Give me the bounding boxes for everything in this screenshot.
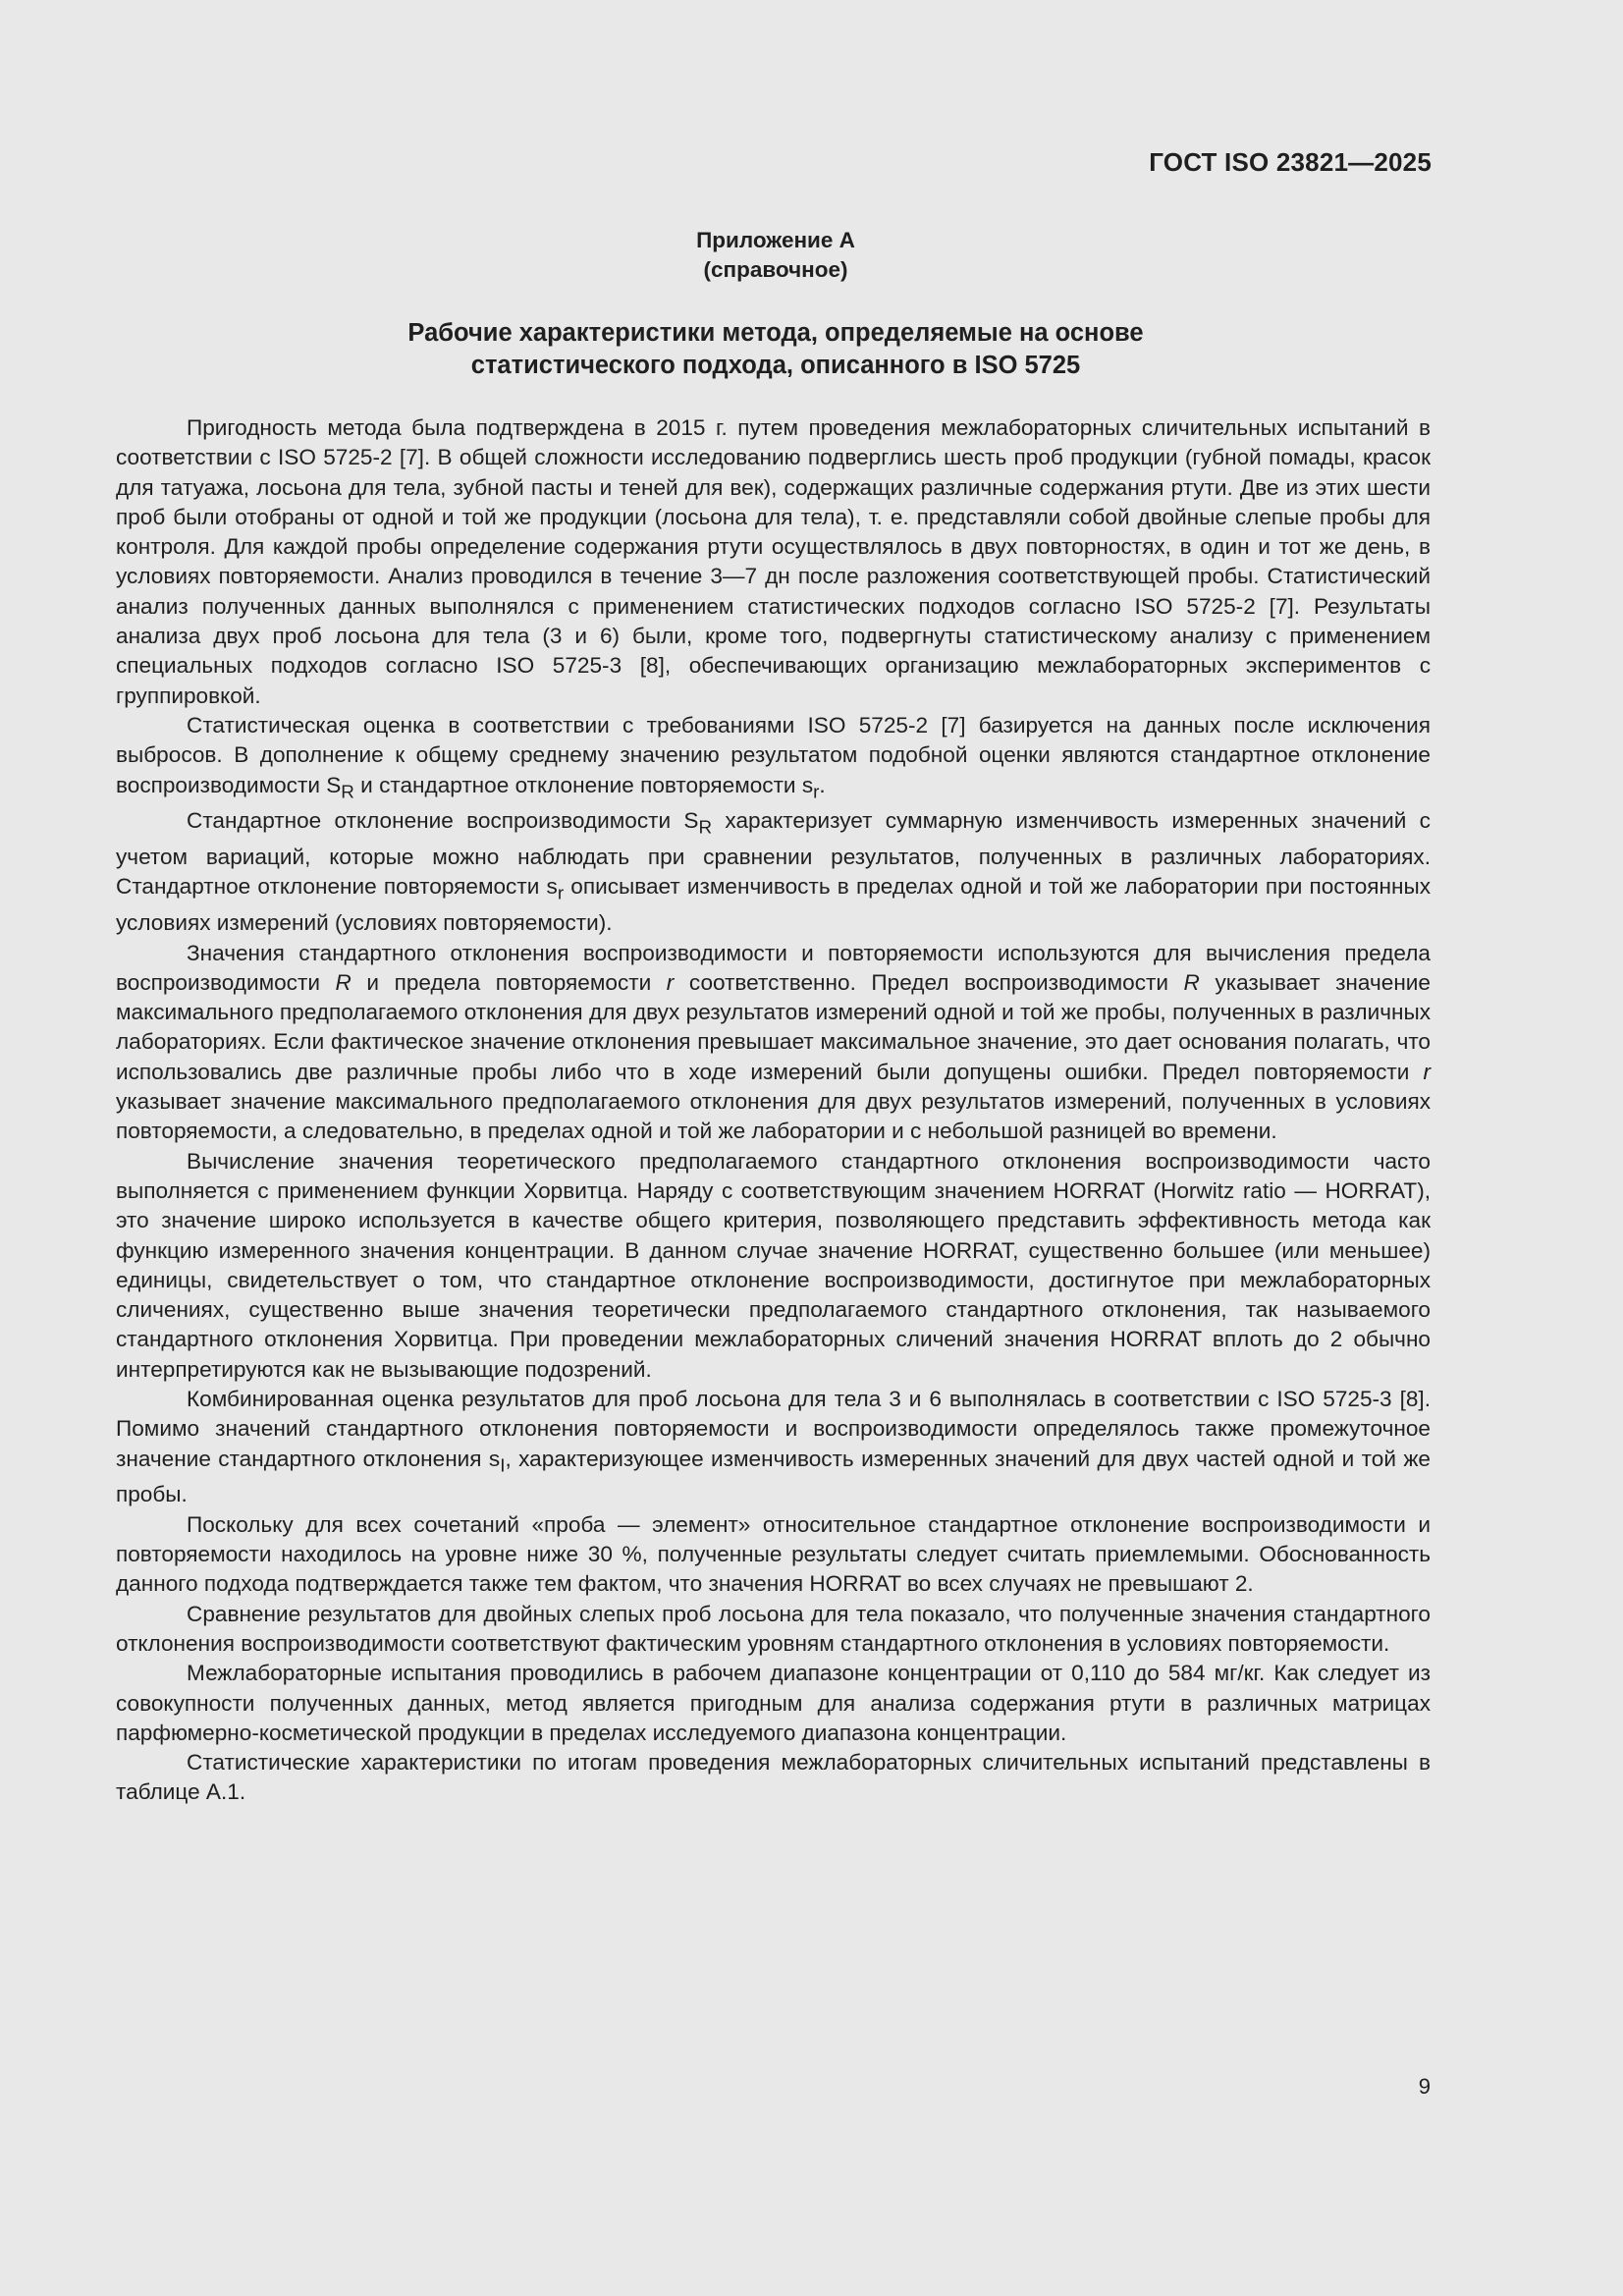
paragraph: Пригодность метода была подтверждена в 2015 г. путем проведения межлабораторных сличительных испытаний в соответствии с ISO 5725-2 [7]. В общей сложности исследованию подверглись шесть проб продукции (губной помады, красок для татуажа, лосьона для тела, зубной пасты и теней для век), содержащих различные содержания ртути. Две из этих шести проб были отобраны от одной и той же продукции (лосьона для тела), т. е. представляли собой двойные слепые пробы для контроля. Для каждой пробы определение содержания ртути осуществлялось в двух повторностях, в один и тот же день, в условиях повторяемости. Анализ проводился в течение 3—7 дн после разложения соответствующей пробы. Статистический анализ полученных данных выполнялся с применением статистических подходов согласно ISO 5725-2 [7]. Результаты анализа двух проб лосьона для тела (3 и 6) были, кроме того, подвергнуты статистическому анализу с применением специальных подходов согласно ISO 5725-3 [8], обеспечивающих организацию межлабораторных экспериментов с группировкой. — [116, 415, 1431, 708]
paragraph: Вычисление значения теоретического предполагаемого стандартного отклонения воспроизводимости часто выполняется с применением функции Хорвитца. Наряду с соответствующим значением HORRAT (Horwitz ratio — HORRAT), это значение широко используется в качестве общего критерия, позволяющего представить эффективность метода как функцию измеренного значения концентрации. В данном случае значение HORRAT, существенно большее (или меньшее) единицы, свидетельствует о том, что стандартное отклонение воспроизводимости, достигнутое при межлабораторных сличениях, существенно выше значения теоретически предполагаемого стандартного отклонения, так называемого стандартного отклонения Хорвитца. При проведении межлабораторных сличений значения HORRAT вплоть до 2 обычно интерпретируются как не вызывающие подозрений. — [116, 1148, 1431, 1382]
body-text — [116, 413, 1431, 1808]
paragraph: Сравнение результатов для двойных слепых проб лосьона для тела показало, что полученные значения стандартного отклонения воспроизводимости соответствуют фактическим уровням стандартного отклонения в условиях повторяемости. — [116, 1601, 1431, 1656]
paragraph: Стандартное отклонение воспроизводимости $S_R$ характеризует суммарную изменчивость измеренных значений с учетом вариаций, которые можно наблюдать при сравнении результатов, полученных в различных лабораториях. Стандартное отклонение повторяемости $s_r$ описывает изменчивость в пределах одной и той же лаборатории при постоянных условиях измерений (условиях повторяемости). — [116, 808, 1431, 936]
paragraph: Статистические характеристики по итогам проведения межлабораторных сличительных испытаний представлены в таблице А.1. — [116, 1750, 1431, 1805]
appendix-type: (справочное) — [703, 257, 848, 282]
appendix-label: Приложение А — [696, 228, 855, 252]
paragraph: Межлабораторные испытания проводились в рабочем диапазоне концентрации от 0,110 до 584 мг/кг. Как следует из совокупности полученных данных, метод является пригодным для анализа содержания ртути в различных матрицах парфюмерно-косметической продукции в пределах исследуемого диапазона концентрации. — [116, 1661, 1431, 1745]
paragraph: Поскольку для всех сочетаний «проба — элемент» относительное стандартное отклонение воспроизводимости и повторяемости находилось на уровне ниже 30 %, полученные результаты следует считать приемлемыми. Обоснованность данного подхода подтверждается также тем фактом, что значения HORRAT во всех случаях не превышают 2. — [116, 1511, 1431, 1597]
paragraph: Статистическая оценка в соответствии с требованиями ISO 5725-2 [7] базируется на данных после исключения выбросов. В дополнение к общему среднему значению результатом подобной оценки являются стандартное отклонение воспроизводимости $S_R$ и стандартное отклонение повторяемости $s_r$. — [116, 712, 1431, 802]
title-line-1: Рабочие характеристики метода, определяемые на основе — [407, 319, 1144, 347]
appendix-heading — [0, 226, 1551, 285]
title-line-2: статистического подхода, описанного в ISO 5725 — [470, 352, 1081, 379]
paragraph: Значения стандартного отклонения воспроизводимости и повторяемости используются для вычисления предела воспроизводимости R и предела повторяемости r соответственно. Предел воспроизводимости R указывает значение максимального предполагаемого отклонения для двух результатов измерений одной и той же пробы, полученных в различных лабораториях. Если фактическое значение отклонения превышает максимальное значение, это дает основания полагать, что использовались две различные пробы либо что в ходе измерений были допущены ошибки. Предел повторяемости r указывает значение максимального предполагаемого отклонения для двух результатов измерений, полученных в условиях повторяемости, а следовательно, в пределах одной и той же лаборатории и с небольшой разницей во времени. — [116, 940, 1431, 1144]
standard-designation: ГОСТ ISO 23821—2025 — [1149, 147, 1432, 177]
page-number: 9 — [1418, 2074, 1431, 2099]
paragraph: Комбинированная оценка результатов для проб лосьона для тела 3 и 6 выполнялась в соответствии с ISO 5725-3 [8]. Помимо значений стандартного отклонения повторяемости и воспроизводимости определялось также промежуточное значение стандартного отклонения $s_I$, характеризующее изменчивость измеренных значений для двух частей одной и той же пробы. — [116, 1387, 1431, 1507]
section-title — [0, 317, 1551, 382]
